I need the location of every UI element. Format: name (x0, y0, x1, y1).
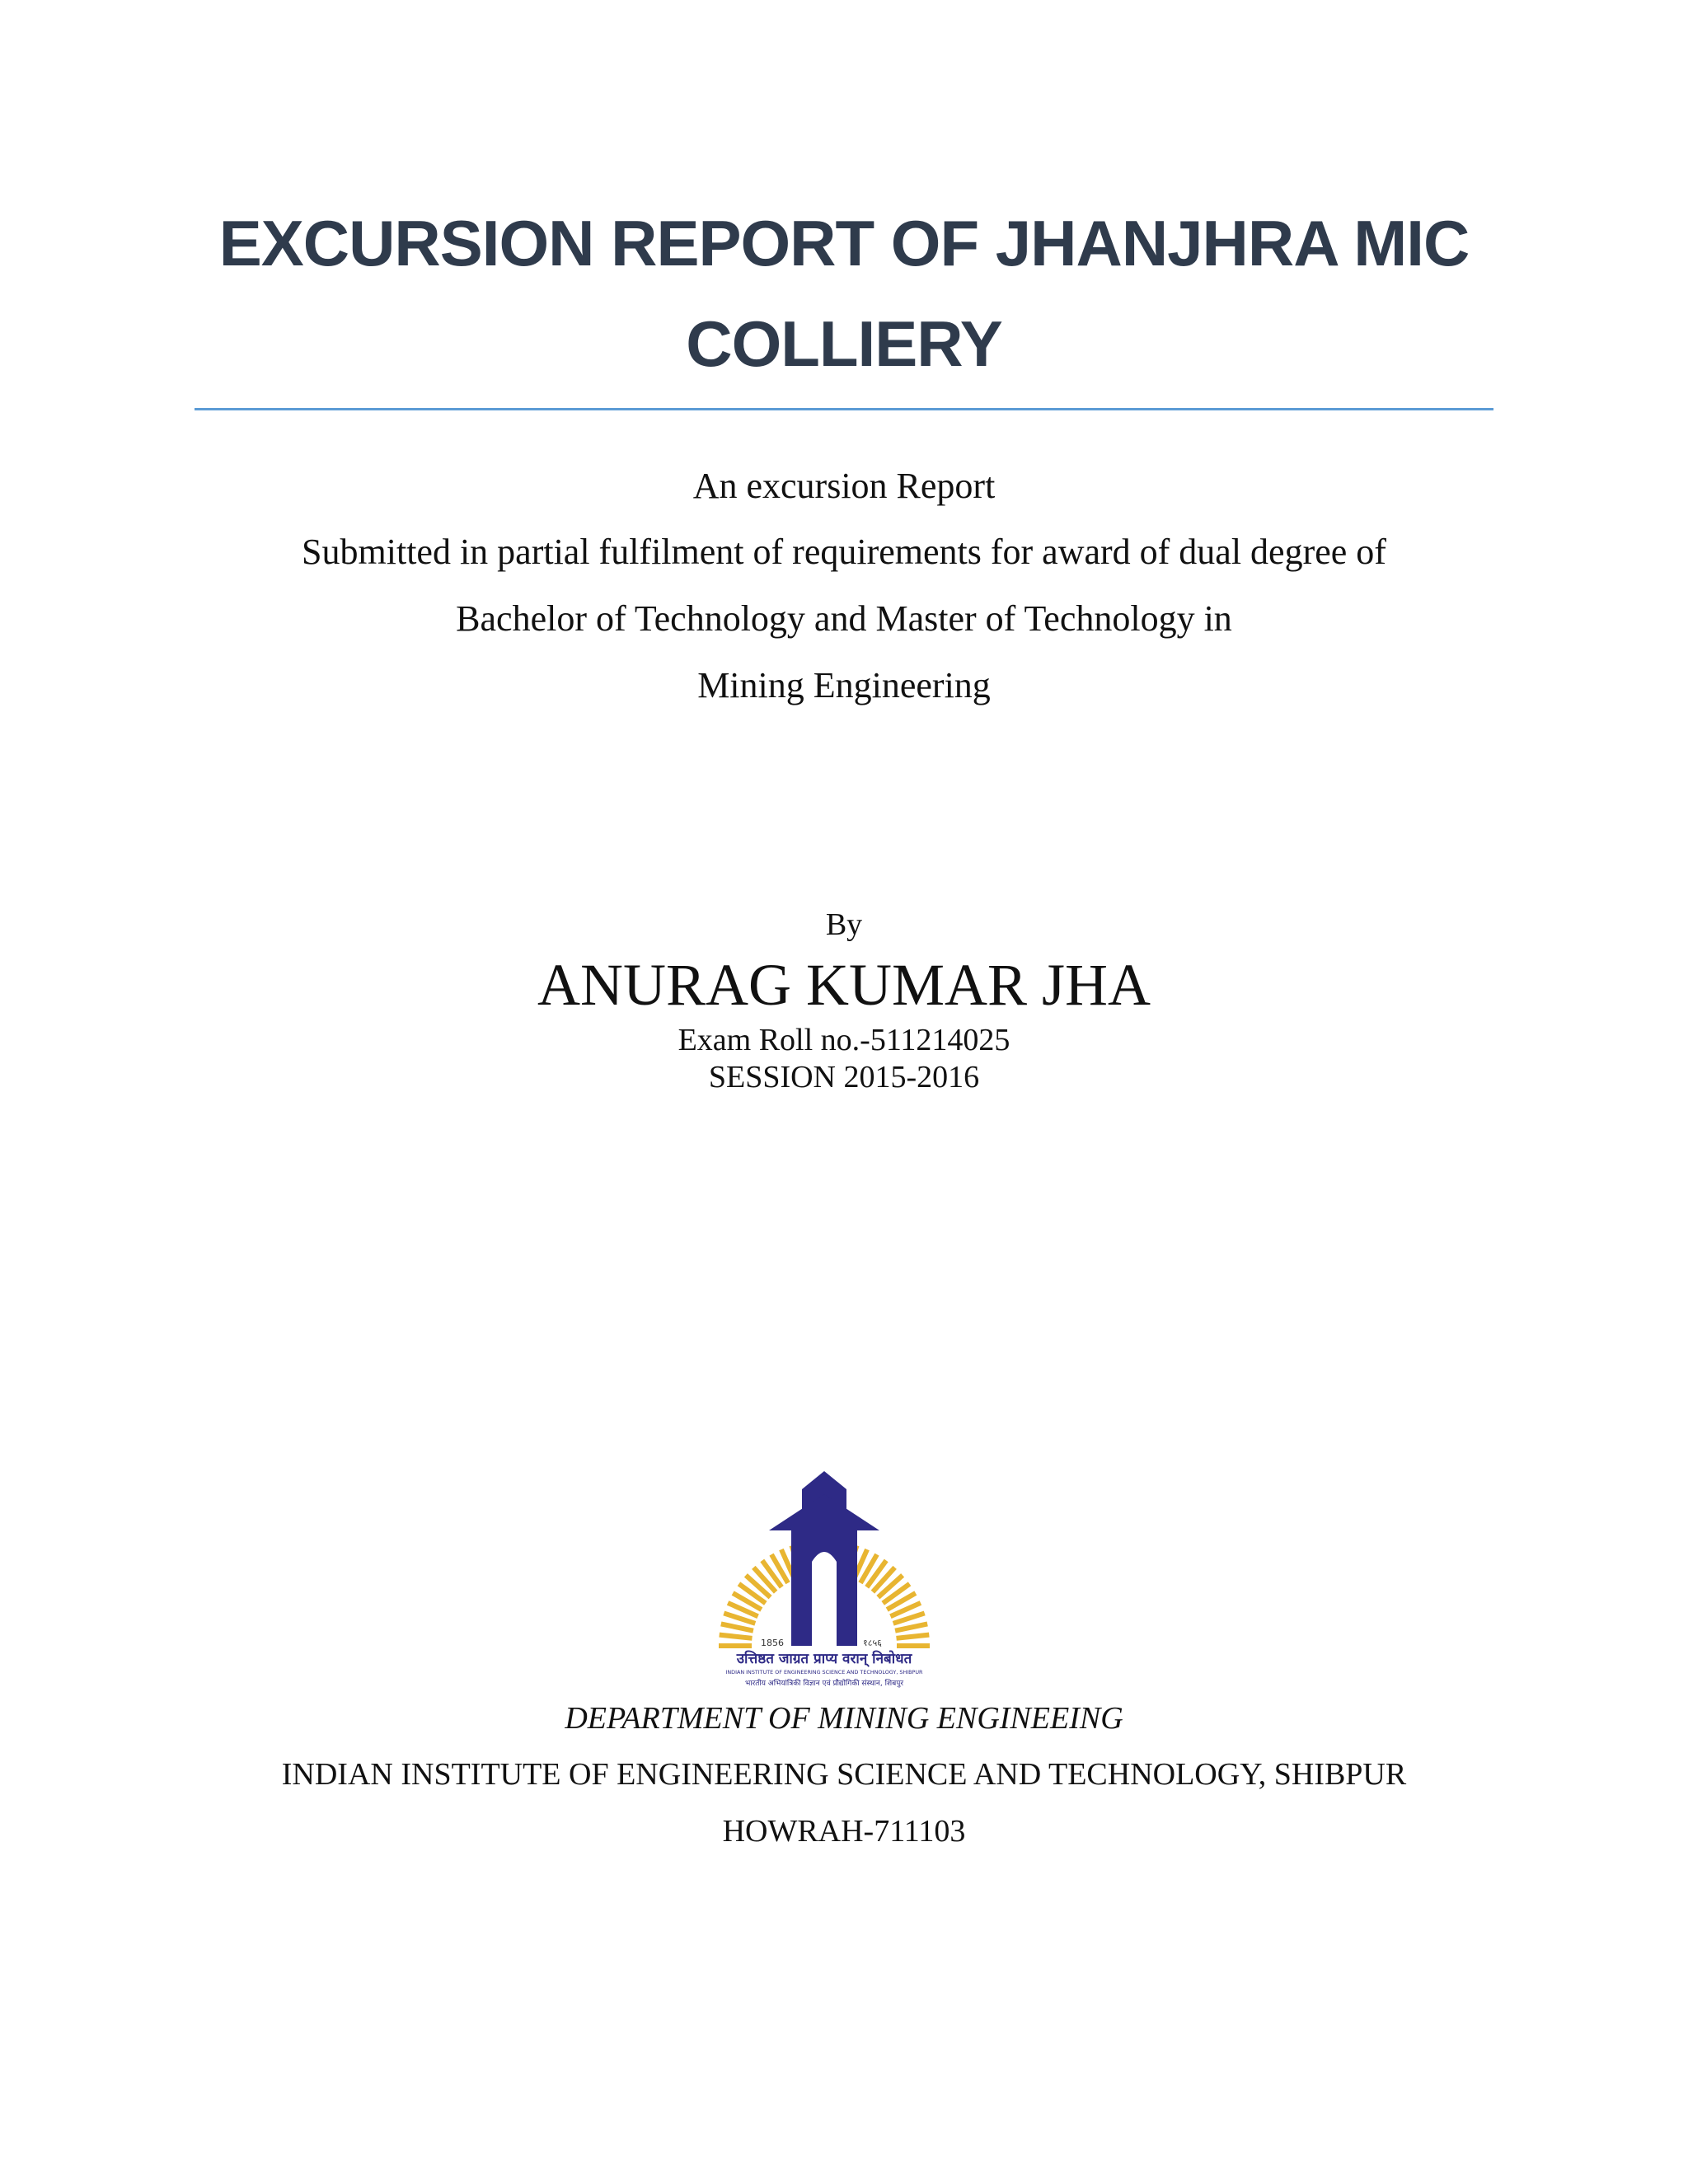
subtitle-line-1: An excursion Report (692, 466, 996, 506)
title-underline-divider (195, 408, 1493, 410)
report-title-line-1: EXCURSION REPORT OF JHANJHRA MIC (218, 207, 1470, 279)
logo-motto: उत्तिष्ठत जाग्रत प्राप्य वरान् निबोधत (736, 1651, 912, 1667)
report-title-line-2: COLLIERY (686, 307, 1002, 380)
institute-logo (713, 1471, 935, 1690)
author-name: ANURAG KUMAR JHA (537, 952, 1151, 1018)
subtitle-line-3: Bachelor of Technology and Master of Technology in (456, 598, 1232, 639)
sun-ray (720, 1635, 753, 1638)
institute-name: INDIAN INSTITUTE OF ENGINEERING SCIENCE AND TECHNOLOGY, SHIBPUR (281, 1757, 1407, 1792)
subtitle-line-4: Mining Engineering (697, 665, 991, 705)
logo-year-right: १८५६ (863, 1638, 882, 1648)
subtitle-line-2: Submitted in partial fulfilment of requirements for award of dual degree of (302, 532, 1386, 572)
sun-ray (897, 1635, 930, 1638)
logo-english-name: INDIAN INSTITUTE OF ENGINEERING SCIENCE AND TECHNOLOGY, SHIBPUR (725, 1669, 923, 1675)
by-label: By (825, 907, 863, 942)
session: SESSION 2015-2016 (708, 1060, 980, 1094)
sun-ray (895, 1624, 927, 1630)
logo-year-left: 1856 (761, 1638, 784, 1648)
sun-ray (721, 1624, 753, 1630)
department-name: DEPARTMENT OF MINING ENGINEEING (565, 1701, 1123, 1736)
logo-hindi-name: भारतीय अभियांत्रिकी विज्ञान एवं प्रौद्योगिकी संस्थान, शिबपुर (744, 1680, 904, 1688)
exam-roll-number: Exam Roll no.-511214025 (678, 1023, 1010, 1057)
institute-address: HOWRAH-711103 (722, 1814, 966, 1849)
